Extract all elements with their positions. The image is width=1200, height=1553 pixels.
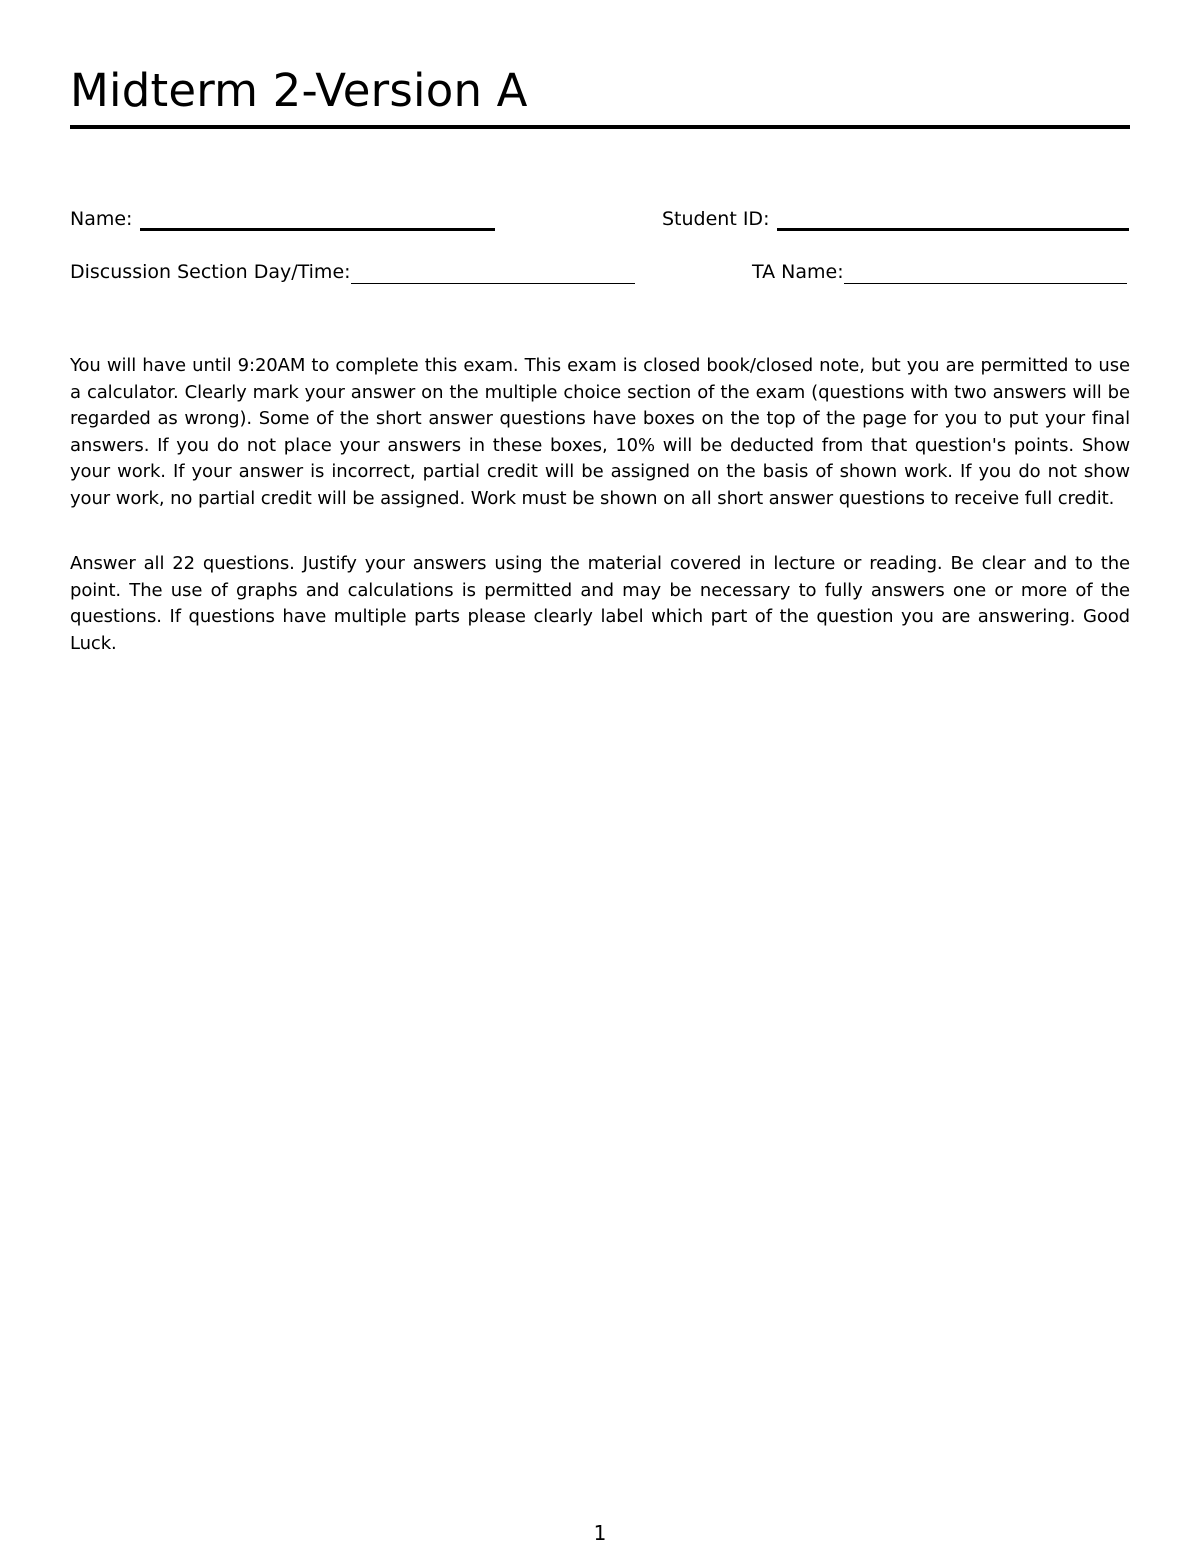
instructions-paragraph: Answer all 22 questions. Justify your answers using the material covered in lecture or reading. Be clear and to the point. The use of graphs and calculations is permitted and may be necessary to fully answers one or more of the questions. If questions have multiple parts please clearly label which part of the question you are answering. Good Luck. bbox=[70, 553, 1130, 654]
student-id-field bbox=[662, 207, 1129, 231]
ta-name-label: TA Name: bbox=[752, 261, 844, 283]
instructions-paragraph: You will have until 9:20AM to complete this exam. This exam is closed book/closed note, but you are permitted to use a calculator. Clearly mark your answer on the multiple choice section of the exam (questions with two answers will be regarded as wrong). Some of the short answer questions have boxes on the top of the page for you to put your final answers. If you do not place your answers in these boxes, 10% will be deducted from that question's points. Show your work. If your answer is incorrect, partial credit will be assigned on the basis of shown work. If you do not show your work, no partial credit will be assigned. Work must be shown on all short answer questions to receive full credit. bbox=[70, 355, 1130, 509]
ta-name-blank-line[interactable] bbox=[844, 265, 1127, 284]
title-divider bbox=[70, 125, 1130, 129]
discussion-section-blank-line[interactable] bbox=[351, 265, 635, 284]
name-label: Name: bbox=[70, 208, 133, 230]
page-number: 1 bbox=[593, 1521, 607, 1545]
name-blank-line[interactable] bbox=[140, 210, 495, 231]
discussion-section-field bbox=[70, 260, 635, 284]
ta-name-field bbox=[752, 260, 1127, 284]
discussion-section-label: Discussion Section Day/Time: bbox=[70, 261, 351, 283]
student-id-label: Student ID: bbox=[662, 208, 770, 230]
name-field bbox=[70, 207, 495, 231]
page-title: Midterm 2-Version A bbox=[70, 64, 528, 117]
student-id-blank-line[interactable] bbox=[777, 210, 1129, 231]
